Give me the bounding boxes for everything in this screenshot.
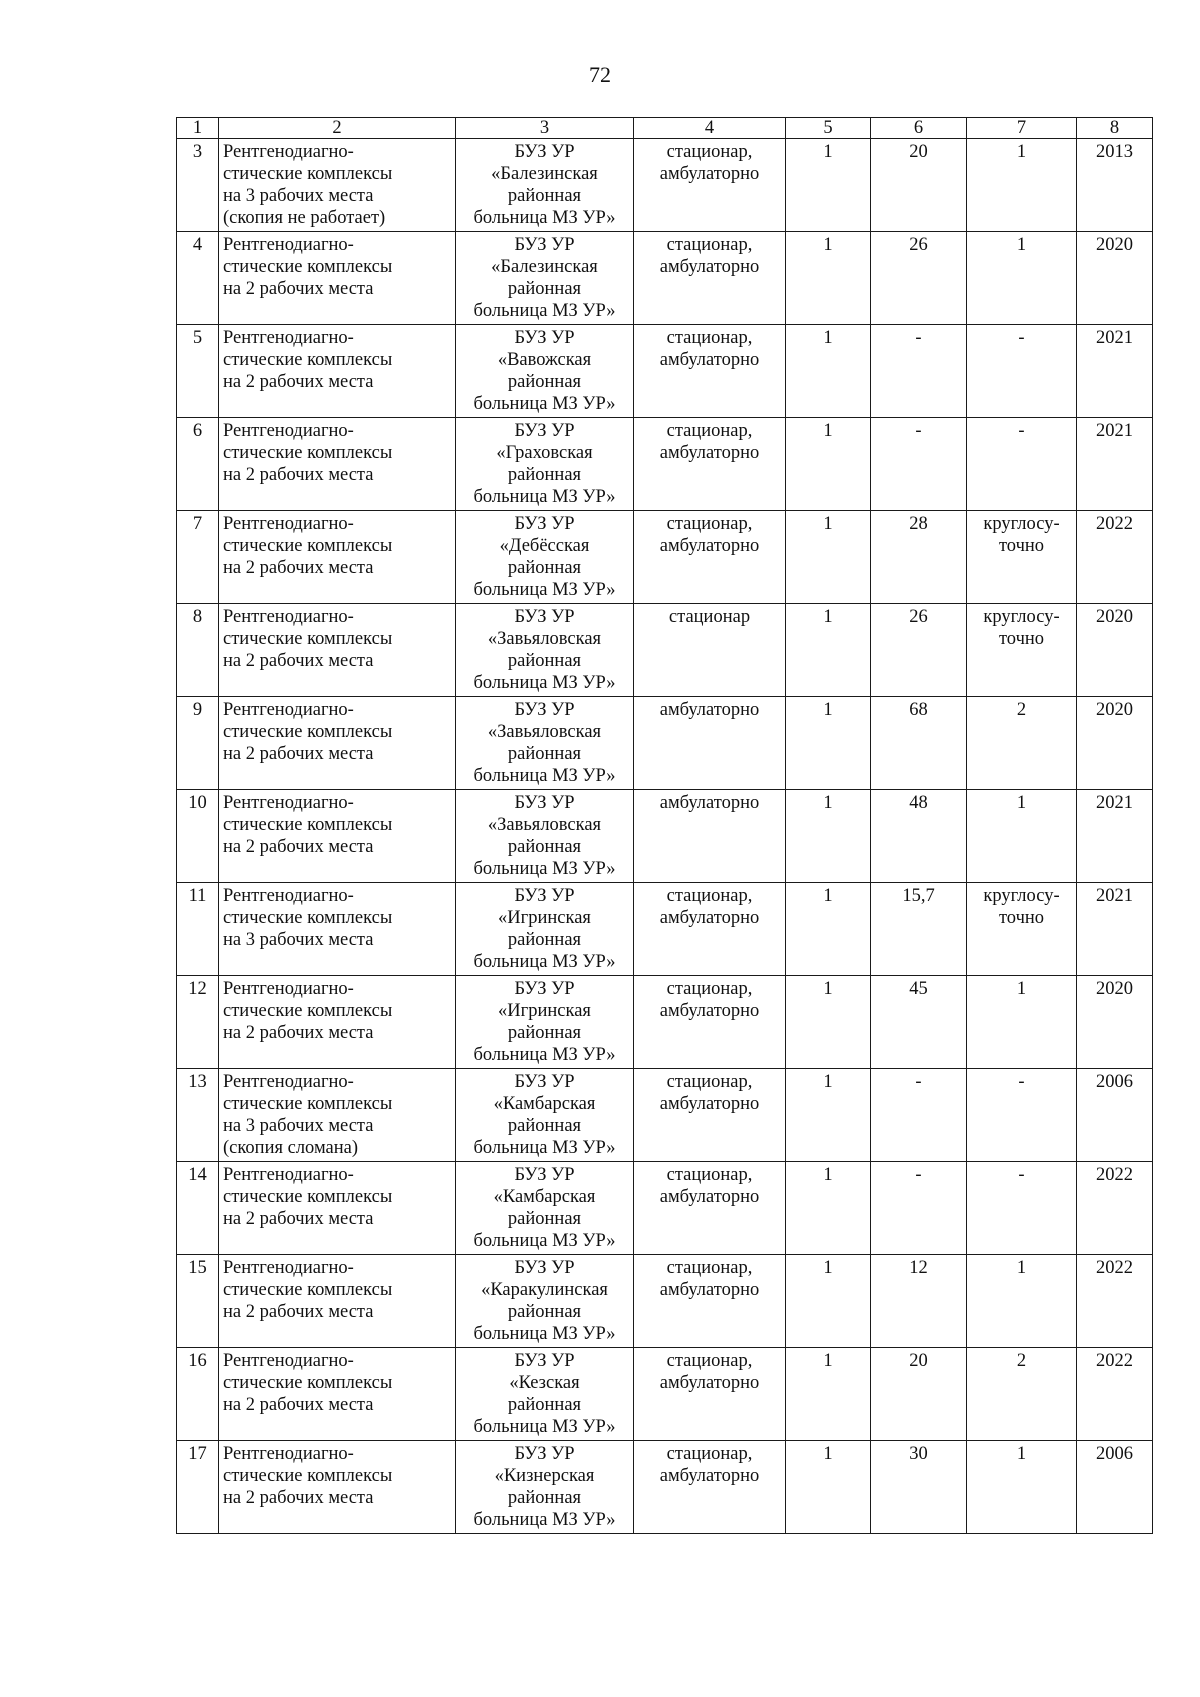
- organization-cell-text: БУЗ УР «Завьяловская районная больница МЗ УР»: [473, 793, 616, 879]
- column-8-cell: [1077, 232, 1153, 325]
- column-7-cell-text: круглосу- точно: [983, 886, 1060, 928]
- service-mode-cell-text: стационар, амбулаторно: [659, 514, 760, 556]
- column-7-cell: [967, 325, 1077, 418]
- organization-cell: [456, 1162, 634, 1255]
- row-number-cell: [177, 511, 219, 604]
- column-7-cell-text: 1: [1016, 979, 1027, 999]
- column-6-cell: [871, 418, 967, 511]
- column-5-cell: [786, 697, 871, 790]
- table-row: [177, 790, 1153, 883]
- row-number-cell-text: 5: [192, 328, 203, 348]
- organization-cell: [456, 976, 634, 1069]
- column-5-cell-text: 1: [823, 235, 833, 255]
- column-5-cell: [786, 790, 871, 883]
- column-8-cell-text: 2021: [1096, 328, 1133, 348]
- column-7-cell-text: 1: [1016, 793, 1027, 813]
- service-mode-cell: [634, 697, 786, 790]
- column-header-5: 5: [786, 118, 871, 139]
- service-mode-cell: [634, 1441, 786, 1534]
- row-number-cell: [177, 139, 219, 232]
- column-7-cell-text: 1: [1016, 142, 1027, 162]
- column-5-cell-text: 1: [823, 1444, 833, 1464]
- organization-cell-text: БУЗ УР «Балезинская районная больница МЗ УР»: [473, 142, 616, 228]
- row-number-cell-text: 16: [188, 1351, 207, 1371]
- column-5-cell: [786, 1348, 871, 1441]
- column-header-7: 7: [967, 118, 1077, 139]
- column-7-cell-text: круглосу- точно: [983, 514, 1060, 556]
- equipment-name-cell: [219, 1069, 456, 1162]
- row-number-cell-text: 17: [188, 1444, 207, 1464]
- equipment-name-cell-text: Рентгенодиагно- стические комплексы на 3 рабочих места: [223, 886, 393, 950]
- organization-cell-text: БУЗ УР «Дебёсская районная больница МЗ УР»: [473, 514, 616, 600]
- service-mode-cell: [634, 325, 786, 418]
- table-row: [177, 1255, 1153, 1348]
- column-7-cell-text: -: [1018, 1165, 1025, 1185]
- column-5-cell: [786, 232, 871, 325]
- service-mode-cell-text: амбулаторно: [659, 793, 760, 813]
- table-header-row: [177, 118, 1153, 139]
- page-number: 72: [589, 62, 611, 87]
- column-5-cell-text: 1: [823, 793, 833, 813]
- column-7-cell-text: 1: [1016, 1258, 1027, 1278]
- column-5-cell-text: 1: [823, 514, 833, 534]
- column-8-cell-text: 2006: [1096, 1072, 1133, 1092]
- column-6-cell-text: 20: [909, 142, 928, 162]
- table-row: [177, 697, 1153, 790]
- column-6-cell-text: 48: [909, 793, 928, 813]
- organization-cell: [456, 1348, 634, 1441]
- column-7-cell-text: -: [1018, 421, 1025, 441]
- organization-cell-text: БУЗ УР «Кезская районная больница МЗ УР»: [473, 1351, 616, 1437]
- equipment-name-cell-text: Рентгенодиагно- стические комплексы на 2 рабочих места: [223, 607, 393, 671]
- table-row: [177, 1348, 1153, 1441]
- column-6-cell: [871, 604, 967, 697]
- column-5-cell: [786, 1255, 871, 1348]
- service-mode-cell: [634, 1255, 786, 1348]
- column-8-cell: [1077, 139, 1153, 232]
- column-header-8: 8: [1077, 118, 1153, 139]
- column-8-cell: [1077, 1069, 1153, 1162]
- column-header-3: 3: [456, 118, 634, 139]
- column-6-cell: [871, 883, 967, 976]
- equipment-name-cell: [219, 1162, 456, 1255]
- column-8-cell: [1077, 511, 1153, 604]
- organization-cell-text: БУЗ УР «Каракулинская районная больница МЗ УР»: [473, 1258, 616, 1344]
- organization-cell: [456, 325, 634, 418]
- column-5-cell: [786, 325, 871, 418]
- service-mode-cell: [634, 1069, 786, 1162]
- column-6-cell: [871, 511, 967, 604]
- organization-cell: [456, 790, 634, 883]
- table-row: [177, 232, 1153, 325]
- equipment-name-cell: [219, 1255, 456, 1348]
- column-5-cell: [786, 604, 871, 697]
- column-5-cell: [786, 883, 871, 976]
- column-8-cell-text: 2022: [1096, 1258, 1133, 1278]
- column-5-cell-text: 1: [823, 700, 833, 720]
- organization-cell-text: БУЗ УР «Камбарская районная больница МЗ УР»: [473, 1072, 616, 1158]
- organization-cell-text: БУЗ УР «Игринская районная больница МЗ УР»: [473, 979, 616, 1065]
- column-6-cell: [871, 1348, 967, 1441]
- column-7-cell-text: 2: [1016, 1351, 1027, 1371]
- organization-cell-text: БУЗ УР «Балезинская районная больница МЗ УР»: [473, 235, 616, 321]
- equipment-name-cell-text: Рентгенодиагно- стические комплексы на 2 рабочих места: [223, 328, 393, 392]
- equipment-name-cell-text: Рентгенодиагно- стические комплексы на 3 рабочих места (скопия сломана): [223, 1072, 393, 1158]
- equipment-name-cell-text: Рентгенодиагно- стические комплексы на 2 рабочих места: [223, 979, 393, 1043]
- column-7-cell: [967, 1441, 1077, 1534]
- table-row: [177, 976, 1153, 1069]
- column-6-cell: [871, 1441, 967, 1534]
- column-8-cell-text: 2022: [1096, 1351, 1133, 1371]
- column-8-cell-text: 2020: [1096, 700, 1133, 720]
- column-7-cell-text: -: [1018, 328, 1025, 348]
- column-8-cell: [1077, 1348, 1153, 1441]
- equipment-name-cell: [219, 883, 456, 976]
- equipment-name-cell-text: Рентгенодиагно- стические комплексы на 2 рабочих места: [223, 421, 393, 485]
- row-number-cell-text: 4: [192, 235, 203, 255]
- service-mode-cell-text: стационар, амбулаторно: [659, 1258, 760, 1300]
- row-number-cell: [177, 790, 219, 883]
- equipment-name-cell: [219, 604, 456, 697]
- row-number-cell-text: 7: [192, 514, 203, 534]
- row-number-cell: [177, 418, 219, 511]
- column-8-cell: [1077, 697, 1153, 790]
- service-mode-cell-text: стационар, амбулаторно: [659, 886, 760, 928]
- column-6-cell-text: 12: [909, 1258, 928, 1278]
- row-number-cell: [177, 604, 219, 697]
- service-mode-cell: [634, 232, 786, 325]
- row-number-cell-text: 8: [192, 607, 203, 627]
- column-5-cell: [786, 1162, 871, 1255]
- service-mode-cell: [634, 511, 786, 604]
- equipment-name-cell-text: Рентгенодиагно- стические комплексы на 2 рабочих места: [223, 1444, 393, 1508]
- column-7-cell: [967, 883, 1077, 976]
- column-8-cell: [1077, 1255, 1153, 1348]
- service-mode-cell-text: стационар, амбулаторно: [659, 1444, 760, 1486]
- equipment-name-cell: [219, 232, 456, 325]
- column-8-cell-text: 2021: [1096, 421, 1133, 441]
- column-7-cell: [967, 1162, 1077, 1255]
- column-header-2: 2: [219, 118, 456, 139]
- table-row: [177, 604, 1153, 697]
- service-mode-cell-text: стационар, амбулаторно: [659, 142, 760, 184]
- column-5-cell: [786, 1441, 871, 1534]
- column-5-cell-text: 1: [823, 1165, 833, 1185]
- service-mode-cell: [634, 976, 786, 1069]
- column-6-cell: [871, 325, 967, 418]
- service-mode-cell-text: стационар, амбулаторно: [659, 1351, 760, 1393]
- organization-cell: [456, 883, 634, 976]
- organization-cell-text: БУЗ УР «Кизнерская районная больница МЗ УР»: [473, 1444, 616, 1530]
- equipment-name-cell: [219, 511, 456, 604]
- row-number-cell-text: 6: [192, 421, 203, 441]
- service-mode-cell-text: стационар, амбулаторно: [659, 235, 760, 277]
- equipment-name-cell: [219, 418, 456, 511]
- table-row: [177, 418, 1153, 511]
- service-mode-cell-text: стационар, амбулаторно: [659, 421, 760, 463]
- service-mode-cell-text: стационар: [668, 607, 751, 627]
- column-8-cell: [1077, 883, 1153, 976]
- column-6-cell-text: -: [915, 421, 922, 441]
- row-number-cell: [177, 232, 219, 325]
- column-7-cell: [967, 511, 1077, 604]
- equipment-name-cell: [219, 1348, 456, 1441]
- row-number-cell-text: 3: [192, 142, 203, 162]
- column-8-cell: [1077, 976, 1153, 1069]
- row-number-cell-text: 9: [192, 700, 203, 720]
- row-number-cell: [177, 697, 219, 790]
- column-5-cell-text: 1: [823, 142, 833, 162]
- column-header-6: 6: [871, 118, 967, 139]
- column-8-cell-text: 2022: [1096, 514, 1133, 534]
- row-number-cell-text: 10: [188, 793, 207, 813]
- service-mode-cell: [634, 883, 786, 976]
- row-number-cell: [177, 1441, 219, 1534]
- equipment-name-cell-text: Рентгенодиагно- стические комплексы на 2 рабочих места: [223, 793, 393, 857]
- row-number-cell: [177, 976, 219, 1069]
- row-number-cell: [177, 1255, 219, 1348]
- equipment-table: [176, 117, 1153, 1534]
- equipment-name-cell-text: Рентгенодиагно- стические комплексы на 2 рабочих места: [223, 700, 393, 764]
- equipment-name-cell: [219, 325, 456, 418]
- column-7-cell: [967, 418, 1077, 511]
- organization-cell-text: БУЗ УР «Игринская районная больница МЗ УР»: [473, 886, 616, 972]
- column-6-cell-text: 30: [909, 1444, 928, 1464]
- equipment-name-cell-text: Рентгенодиагно- стические комплексы на 2 рабочих места: [223, 1258, 393, 1322]
- column-8-cell: [1077, 325, 1153, 418]
- column-5-cell: [786, 1069, 871, 1162]
- column-6-cell-text: -: [915, 1072, 922, 1092]
- service-mode-cell: [634, 1348, 786, 1441]
- column-6-cell: [871, 1069, 967, 1162]
- column-7-cell-text: 2: [1016, 700, 1027, 720]
- equipment-name-cell-text: Рентгенодиагно- стические комплексы на 2 рабочих места: [223, 1351, 393, 1415]
- table-row: [177, 1441, 1153, 1534]
- column-7-cell-text: круглосу- точно: [983, 607, 1060, 649]
- organization-cell-text: БУЗ УР «Граховская районная больница МЗ УР»: [473, 421, 616, 507]
- row-number-cell: [177, 1069, 219, 1162]
- column-5-cell-text: 1: [823, 886, 833, 906]
- table-body: [177, 139, 1153, 1534]
- service-mode-cell-text: стационар, амбулаторно: [659, 1165, 760, 1207]
- column-6-cell-text: 15,7: [902, 886, 935, 906]
- column-8-cell-text: 2020: [1096, 607, 1133, 627]
- service-mode-cell-text: стационар, амбулаторно: [659, 328, 760, 370]
- row-number-cell-text: 15: [188, 1258, 207, 1278]
- column-5-cell-text: 1: [823, 1258, 833, 1278]
- table-row: [177, 1162, 1153, 1255]
- column-7-cell-text: 1: [1016, 1444, 1027, 1464]
- service-mode-cell: [634, 604, 786, 697]
- table-row: [177, 883, 1153, 976]
- column-5-cell-text: 1: [823, 1351, 833, 1371]
- organization-cell: [456, 1441, 634, 1534]
- column-6-cell-text: -: [915, 328, 922, 348]
- column-5-cell-text: 1: [823, 607, 833, 627]
- service-mode-cell-text: стационар, амбулаторно: [659, 1072, 760, 1114]
- column-6-cell-text: 26: [909, 235, 928, 255]
- column-7-cell: [967, 976, 1077, 1069]
- organization-cell: [456, 1069, 634, 1162]
- column-5-cell: [786, 511, 871, 604]
- row-number-cell-text: 14: [188, 1165, 207, 1185]
- organization-cell: [456, 139, 634, 232]
- table-row: [177, 325, 1153, 418]
- organization-cell-text: БУЗ УР «Камбарская районная больница МЗ УР»: [473, 1165, 616, 1251]
- column-6-cell: [871, 697, 967, 790]
- column-6-cell-text: 28: [909, 514, 928, 534]
- organization-cell-text: БУЗ УР «Завьяловская районная больница МЗ УР»: [473, 700, 616, 786]
- column-5-cell: [786, 418, 871, 511]
- column-7-cell: [967, 790, 1077, 883]
- column-7-cell: [967, 604, 1077, 697]
- column-7-cell-text: -: [1018, 1072, 1025, 1092]
- column-6-cell: [871, 790, 967, 883]
- column-8-cell: [1077, 1162, 1153, 1255]
- column-7-cell: [967, 232, 1077, 325]
- row-number-cell: [177, 325, 219, 418]
- column-5-cell-text: 1: [823, 328, 833, 348]
- column-6-cell: [871, 1255, 967, 1348]
- row-number-cell: [177, 883, 219, 976]
- equipment-name-cell: [219, 976, 456, 1069]
- equipment-name-cell: [219, 1441, 456, 1534]
- organization-cell: [456, 232, 634, 325]
- organization-cell-text: БУЗ УР «Вавожская районная больница МЗ УР»: [473, 328, 616, 414]
- column-7-cell: [967, 139, 1077, 232]
- row-number-cell: [177, 1162, 219, 1255]
- column-7-cell: [967, 1069, 1077, 1162]
- column-6-cell: [871, 139, 967, 232]
- column-6-cell-text: -: [915, 1165, 922, 1185]
- column-8-cell: [1077, 604, 1153, 697]
- column-header-4: 4: [634, 118, 786, 139]
- equipment-name-cell: [219, 790, 456, 883]
- column-6-cell-text: 68: [909, 700, 928, 720]
- column-5-cell: [786, 976, 871, 1069]
- column-5-cell-text: 1: [823, 979, 833, 999]
- column-6-cell: [871, 232, 967, 325]
- organization-cell-text: БУЗ УР «Завьяловская районная больница МЗ УР»: [473, 607, 616, 693]
- column-header-1: 1: [177, 118, 219, 139]
- organization-cell: [456, 511, 634, 604]
- column-8-cell-text: 2013: [1096, 142, 1133, 162]
- service-mode-cell: [634, 139, 786, 232]
- table-row: [177, 139, 1153, 232]
- column-8-cell-text: 2006: [1096, 1444, 1133, 1464]
- column-8-cell-text: 2020: [1096, 979, 1133, 999]
- equipment-name-cell: [219, 697, 456, 790]
- column-8-cell-text: 2021: [1096, 886, 1133, 906]
- column-7-cell-text: 1: [1016, 235, 1027, 255]
- column-6-cell: [871, 1162, 967, 1255]
- column-6-cell-text: 26: [909, 607, 928, 627]
- organization-cell: [456, 697, 634, 790]
- column-5-cell-text: 1: [823, 421, 833, 441]
- column-8-cell: [1077, 790, 1153, 883]
- row-number-cell: [177, 1348, 219, 1441]
- column-8-cell-text: 2022: [1096, 1165, 1133, 1185]
- column-6-cell-text: 20: [909, 1351, 928, 1371]
- table-row: [177, 511, 1153, 604]
- column-7-cell: [967, 1255, 1077, 1348]
- column-8-cell-text: 2021: [1096, 793, 1133, 813]
- equipment-name-cell-text: Рентгенодиагно- стические комплексы на 2 рабочих места: [223, 514, 393, 578]
- organization-cell: [456, 604, 634, 697]
- table-row: [177, 1069, 1153, 1162]
- service-mode-cell-text: стационар, амбулаторно: [659, 979, 760, 1021]
- service-mode-cell: [634, 1162, 786, 1255]
- column-5-cell-text: 1: [823, 1072, 833, 1092]
- column-7-cell: [967, 697, 1077, 790]
- equipment-name-cell-text: Рентгенодиагно- стические комплексы на 2 рабочих места: [223, 235, 393, 299]
- row-number-cell-text: 11: [188, 886, 207, 906]
- service-mode-cell: [634, 790, 786, 883]
- column-5-cell: [786, 139, 871, 232]
- equipment-name-cell-text: Рентгенодиагно- стические комплексы на 3 рабочих места (скопия не работает): [223, 142, 393, 228]
- column-8-cell: [1077, 1441, 1153, 1534]
- column-6-cell-text: 45: [909, 979, 928, 999]
- column-6-cell: [871, 976, 967, 1069]
- row-number-cell-text: 13: [188, 1072, 207, 1092]
- column-8-cell: [1077, 418, 1153, 511]
- organization-cell: [456, 418, 634, 511]
- equipment-name-cell-text: Рентгенодиагно- стические комплексы на 2 рабочих места: [223, 1165, 393, 1229]
- column-8-cell-text: 2020: [1096, 235, 1133, 255]
- column-7-cell: [967, 1348, 1077, 1441]
- service-mode-cell-text: амбулаторно: [659, 700, 760, 720]
- service-mode-cell: [634, 418, 786, 511]
- organization-cell: [456, 1255, 634, 1348]
- row-number-cell-text: 12: [188, 979, 207, 999]
- equipment-name-cell: [219, 139, 456, 232]
